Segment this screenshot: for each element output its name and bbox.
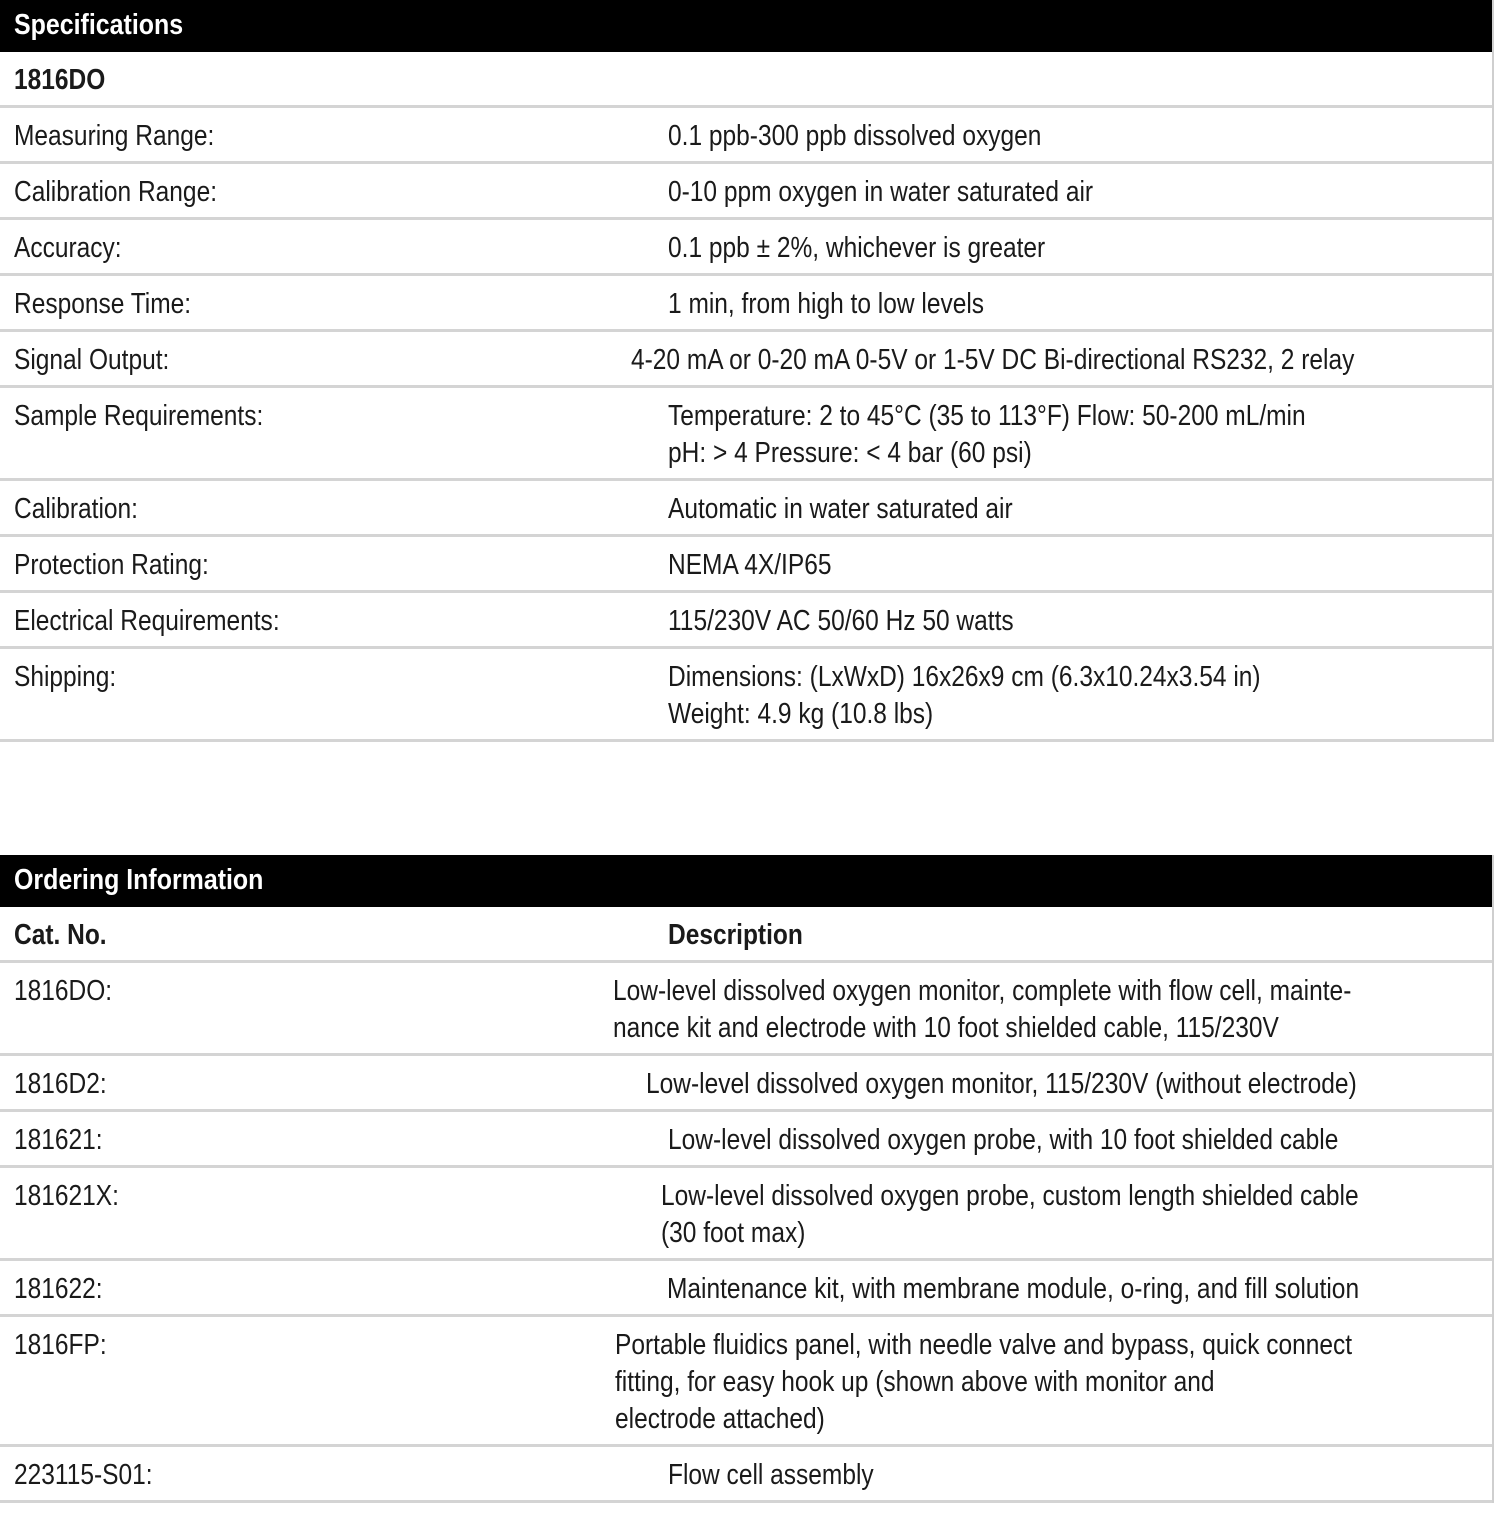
order-row-value-line: Portable fluidics panel, with needle valve and bypass, quick connect (614, 1329, 1353, 1361)
order-row (0, 1112, 1492, 1168)
spec-row-label: Shipping: (14, 661, 117, 693)
spec-row-label: Signal Output: (14, 344, 170, 376)
order-row-label: 181621: (14, 1124, 103, 1156)
spec-row-value-line: Dimensions: (LxWxD) 16x26x9 cm (6.3x10.24x3.54 in) (668, 661, 1261, 693)
spec-row (0, 220, 1492, 276)
order-row-value-line: Low-level dissolved oxygen probe, custom length shielded cable (660, 1180, 1359, 1212)
spec-row-label: Accuracy: (14, 232, 122, 264)
spec-row (0, 537, 1492, 593)
spec-row (0, 481, 1492, 537)
spec-row-label: Response Time: (14, 288, 192, 320)
order-row-value-line: nance kit and electrode with 10 foot shielded cable, 115/230V (613, 1012, 1280, 1044)
spec-rows (0, 108, 1492, 742)
order-row-label: 1816FP: (14, 1329, 107, 1361)
order-row-label: 1816DO: (14, 975, 113, 1007)
order-row-value-line: Flow cell assembly (668, 1459, 874, 1491)
spec-row-value-line: 0.1 ppb ± 2%, whichever is greater (668, 232, 1046, 264)
spec-row-label: Calibration: (14, 493, 138, 525)
order-row (0, 1056, 1492, 1112)
order-row-label: 1816D2: (14, 1068, 107, 1100)
order-row-label: 181622: (14, 1273, 103, 1305)
spec-row (0, 276, 1492, 332)
model-name: 1816DO (14, 64, 106, 96)
spec-row-value-line: 0-10 ppm oxygen in water saturated air (668, 176, 1094, 208)
specifications-title: Specifications (14, 9, 184, 41)
order-row-label: 223115-S01: (14, 1459, 153, 1491)
spec-row (0, 108, 1492, 164)
spec-row-label: Electrical Requirements: (14, 605, 280, 637)
order-row (0, 963, 1492, 1056)
order-row (0, 1447, 1492, 1503)
ordering-title: Ordering Information (14, 864, 264, 896)
order-row-value-line: Low-level dissolved oxygen monitor, 115/230V (without electrode) (645, 1068, 1357, 1100)
spec-row-label: Measuring Range: (14, 120, 215, 152)
spec-row-value-line: Weight: 4.9 kg (10.8 lbs) (668, 698, 934, 730)
model-row (0, 52, 1492, 108)
spec-row-label: Sample Requirements: (14, 400, 264, 432)
spec-row (0, 332, 1492, 388)
spec-row-value-line: 4-20 mA or 0-20 mA 0-5V or 1-5V DC Bi-directional RS232, 2 relay (630, 344, 1355, 376)
ordering-table (0, 855, 1494, 1503)
column-header-description: Description (668, 919, 803, 951)
specifications-header (0, 0, 1492, 52)
order-row-value-line: Maintenance kit, with membrane module, o-ring, and fill solution (667, 1273, 1360, 1305)
order-row-value-line: fitting, for easy hook up (shown above with monitor and (614, 1366, 1215, 1398)
spec-row-value-line: 115/230V AC 50/60 Hz 50 watts (668, 605, 1014, 637)
ordering-header (0, 855, 1492, 907)
order-row (0, 1317, 1492, 1447)
order-row (0, 1261, 1492, 1317)
order-row-value-line: (30 foot max) (660, 1217, 806, 1249)
spec-row (0, 388, 1492, 481)
spec-row (0, 593, 1492, 649)
ordering-rows (0, 963, 1492, 1503)
spec-row (0, 649, 1492, 742)
spec-row-label: Protection Rating: (14, 549, 209, 581)
spec-row-value-line: Temperature: 2 to 45°C (35 to 113°F) Flow: 50-200 mL/min (668, 400, 1306, 432)
spec-row-value-line: Automatic in water saturated air (668, 493, 1013, 525)
order-row-value-line: Low-level dissolved oxygen probe, with 10 foot shielded cable (668, 1124, 1339, 1156)
spec-row-label: Calibration Range: (14, 176, 218, 208)
column-header-catno: Cat. No. (14, 919, 107, 951)
spec-row-value-line: 1 min, from high to low levels (668, 288, 985, 320)
spec-row-value-line: pH: > 4 Pressure: < 4 bar (60 psi) (668, 437, 1032, 469)
spec-row (0, 164, 1492, 220)
spec-row-value-line: NEMA 4X/IP65 (668, 549, 832, 581)
order-row-value-line: Low-level dissolved oxygen monitor, complete with flow cell, mainte- (613, 975, 1352, 1007)
order-row-value-line: electrode attached) (614, 1403, 825, 1435)
order-row-label: 181621X: (14, 1180, 119, 1212)
order-row (0, 1168, 1492, 1261)
spec-row-value-line: 0.1 ppb-300 ppb dissolved oxygen (668, 120, 1042, 152)
ordering-column-headers (0, 907, 1492, 963)
specifications-table (0, 0, 1494, 742)
